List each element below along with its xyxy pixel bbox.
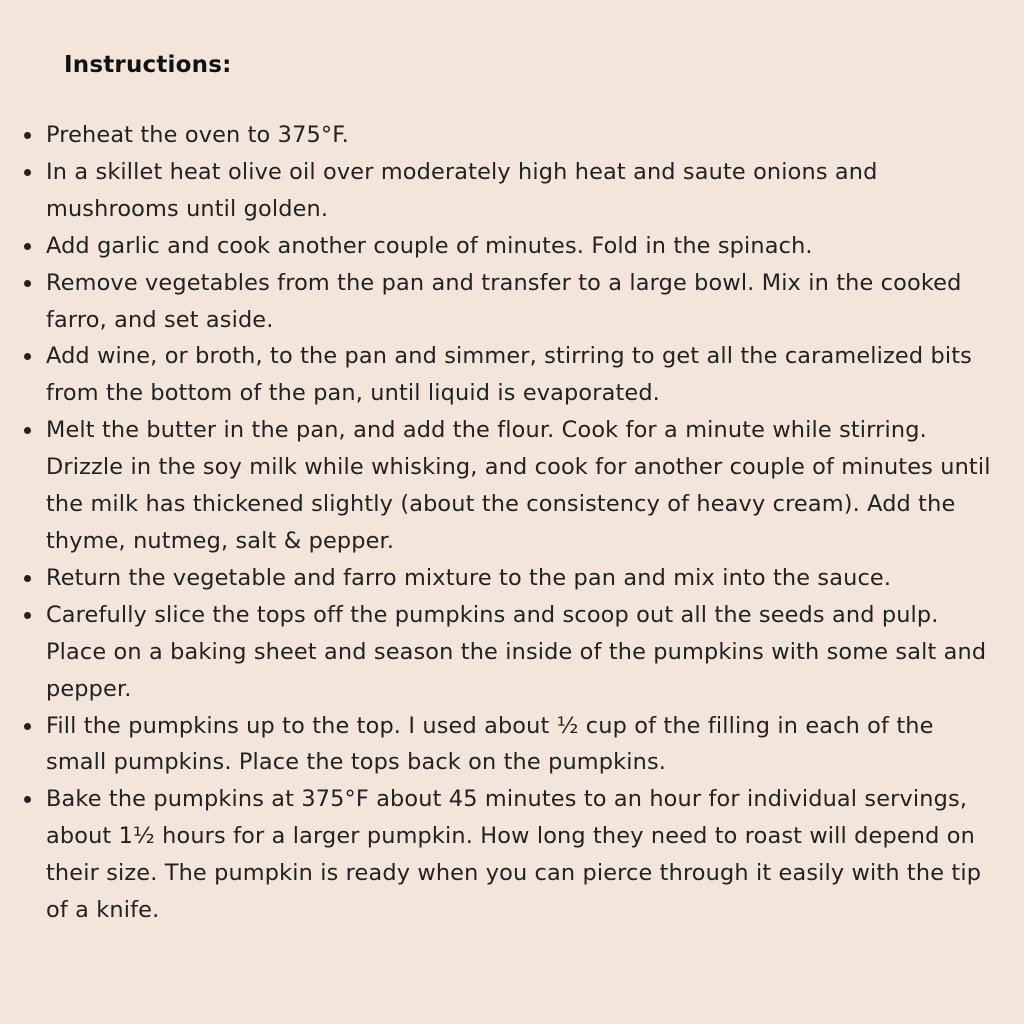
bullet-icon (24, 796, 31, 803)
step-text: Melt the butter in the pan, and add the flour. Cook for a minute while stirring. Drizzle in the soy milk while whisking, and cook for another couple of minutes until the milk has thickened slightly (about the consistency of heavy cream). Add the thyme, nutmeg, salt & pepper. (46, 417, 991, 554)
step-text: Bake the pumpkins at 375°F about 45 minutes to an hour for individual servings, about 1½ hours for a larger pumpkin. How long they need to roast will depend on their size. The pumpkin is ready when you can pierce through it easily with the tip of a knife. (46, 786, 982, 924)
instruction-step (0, 265, 1024, 339)
instruction-step (0, 708, 1024, 782)
bullet-icon (24, 575, 31, 582)
instruction-step (0, 560, 1024, 597)
instructions-heading: Instructions: (64, 52, 232, 78)
step-text: Add garlic and cook another couple of minutes. Fold in the spinach. (46, 232, 813, 259)
instruction-step (0, 228, 1024, 265)
bullet-icon (24, 612, 31, 619)
step-text: Fill the pumpkins up to the top. I used about ½ cup of the filling in each of the small pumpkins. Place the tops back on the pumpkins. (46, 712, 934, 776)
instruction-step (0, 597, 1024, 708)
instruction-step (0, 781, 1024, 929)
bullet-icon (24, 280, 31, 287)
bullet-icon (24, 353, 31, 360)
instructions-list (0, 117, 1024, 929)
instruction-step (0, 338, 1024, 412)
bullet-icon (24, 243, 31, 250)
bullet-icon (24, 169, 31, 176)
step-text: Preheat the oven to 375°F. (46, 122, 349, 148)
instruction-step (0, 117, 1024, 154)
instruction-step (0, 154, 1024, 228)
step-text: In a skillet heat olive oil over moderately high heat and saute onions and mushrooms until golden. (46, 158, 878, 222)
step-text: Remove vegetables from the pan and transfer to a large bowl. Mix in the cooked farro, and set aside. (46, 269, 962, 333)
bullet-icon (24, 132, 31, 139)
step-text: Carefully slice the tops off the pumpkins and scoop out all the seeds and pulp. Place on a baking sheet and season the inside of the pumpkins with some salt and pepper. (46, 601, 987, 702)
step-text: Return the vegetable and farro mixture to the pan and mix into the sauce. (46, 564, 892, 591)
bullet-icon (24, 723, 31, 730)
step-text: Add wine, or broth, to the pan and simmer, stirring to get all the caramelized bits from the bottom of the pan, until liquid is evaporated. (46, 343, 972, 407)
instruction-step (0, 412, 1024, 560)
bullet-icon (24, 427, 31, 434)
